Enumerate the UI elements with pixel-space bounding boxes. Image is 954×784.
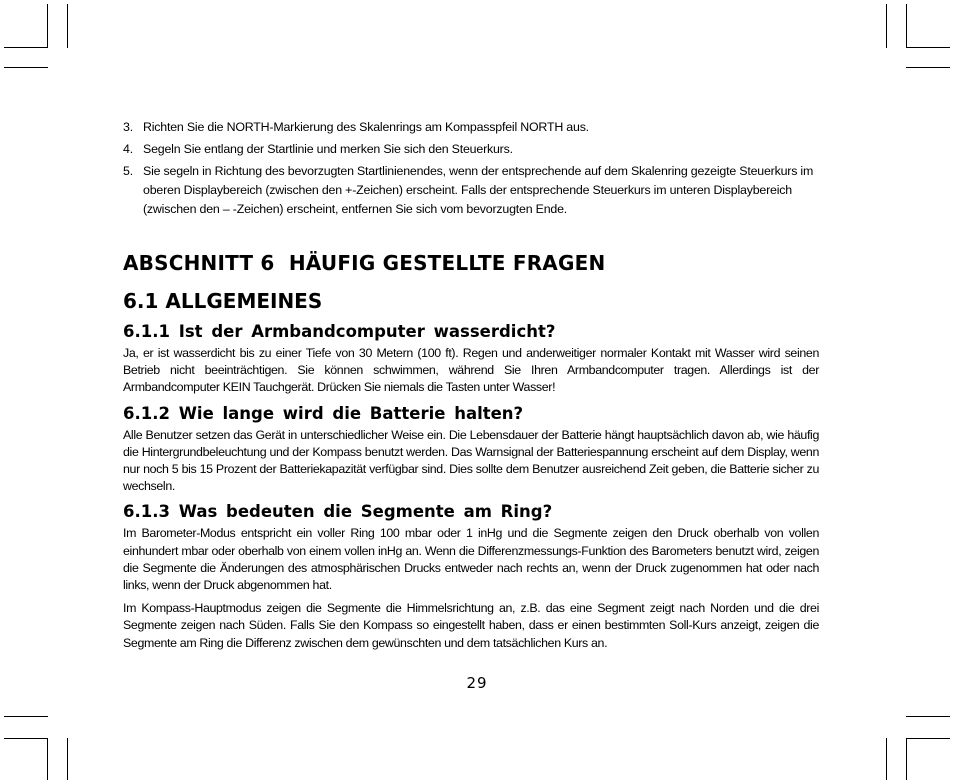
- list-number: 4.: [123, 142, 133, 156]
- crop-mark: [886, 4, 887, 48]
- answer-paragraph: Ja, er ist wasserdicht bis zu einer Tiefe von 30 Metern (100 ft). Regen und anderweitiger normaler Kontakt mit Wasser wird seinen Betrieb nicht beeinträchtigen. Sie können schwimmen, während Sie Ihren Armbandcomputer tragen. Allerdings ist der Armbandcomputer KEIN Tauchgerät. Drücken Sie niemals die Tasten unter Wasser!: [123, 346, 819, 395]
- question-title: 6.1.1 Ist der Armbandcomputer wasserdicht?: [123, 322, 556, 341]
- crop-mark: [4, 716, 48, 717]
- crop-mark: [4, 67, 48, 68]
- crop-mark: [47, 4, 48, 48]
- step-list: [123, 118, 819, 219]
- list-number: 3.: [123, 120, 133, 134]
- crop-mark: [906, 67, 950, 68]
- crop-mark: [906, 738, 950, 739]
- crop-mark: [906, 738, 907, 780]
- section-title: ABSCHNITT 6 HÄUFIG GESTELLTE FRAGEN: [123, 251, 606, 275]
- page-content: [123, 118, 819, 658]
- list-text: Richten Sie die NORTH-Markierung des Skalenrings am Kompasspfeil NORTH aus.: [143, 120, 589, 134]
- crop-mark: [906, 47, 950, 48]
- answer-paragraph: Im Barometer-Modus entspricht ein voller Ring 100 mbar oder 1 inHg und die Segmente zeigen den Druck oberhalb von vollen einhundert mbar oder oberhalb von einem vollen inHg an. Wenn die Differenzmessungs-Funktion des Barometers benutzt wird, zeigen die Segmente die Änderungen des atmosphärischen Drucks entweder nach rechts an, wenn der Druck zugenommen hat oder nach links, wenn der Druck abgenommen hat.: [123, 526, 819, 593]
- crop-mark: [67, 4, 68, 48]
- list-number: 5.: [123, 164, 133, 178]
- crop-mark: [886, 738, 887, 780]
- page-number: 29: [466, 674, 488, 692]
- crop-mark: [47, 738, 48, 780]
- crop-mark: [906, 4, 907, 48]
- answer-paragraph: Alle Benutzer setzen das Gerät in unterschiedlicher Weise ein. Die Lebensdauer der Batterie hängt hauptsächlich davon ab, wie häufig die Hintergrundbeleuchtung und der Kompass benutzt werden. Das Warnsignal der Batteriespannung erscheint auf dem Display, wenn nur noch 5 bis 15 Prozent der Batteriekapazität verfügbar sind. Dies sollte dem Benutzer ausreichend Zeit geben, die Batterie sicher zu wechseln.: [123, 427, 819, 494]
- crop-mark: [4, 47, 48, 48]
- list-item: [123, 140, 819, 159]
- question-title: 6.1.2 Wie lange wird die Batterie halten?: [123, 403, 524, 423]
- crop-mark: [67, 738, 68, 780]
- list-item: [123, 162, 819, 219]
- list-text: Sie segeln in Richtung des bevorzugten Startlinienendes, wenn der entsprechende auf dem Skalenring gezeigte Steuerkurs im oberen Displaybereich (zwischen den +-Zeichen) erscheint. Falls der entsprechende Steuerkurs im unteren Displaybereich (zwischen den – -Zeichen) erscheint, entfernen Sie sich vom bevorzugten Ende.: [143, 164, 814, 216]
- question-title: 6.1.3 Was bedeuten die Segmente am Ring?: [123, 502, 553, 522]
- list-item: [123, 118, 819, 137]
- subsection-title: 6.1 ALLGEMEINES: [123, 289, 323, 313]
- answer-paragraph: Im Kompass-Hauptmodus zeigen die Segmente die Himmelsrichtung an, z.B. das eine Segment zeigt nach Norden und die drei Segmente zeigen nach Süden. Falls Sie den Kompass so eingestellt haben, dass er einen bestimmten Soll-Kurs anzeigt, zeigen die Segmente am Ring die Differenz zwischen dem gewünschten und dem tatsächlichen Kurs an.: [123, 601, 819, 650]
- crop-mark: [4, 738, 48, 739]
- list-text: Segeln Sie entlang der Startlinie und merken Sie sich den Steuerkurs.: [143, 142, 513, 156]
- crop-mark: [906, 716, 950, 717]
